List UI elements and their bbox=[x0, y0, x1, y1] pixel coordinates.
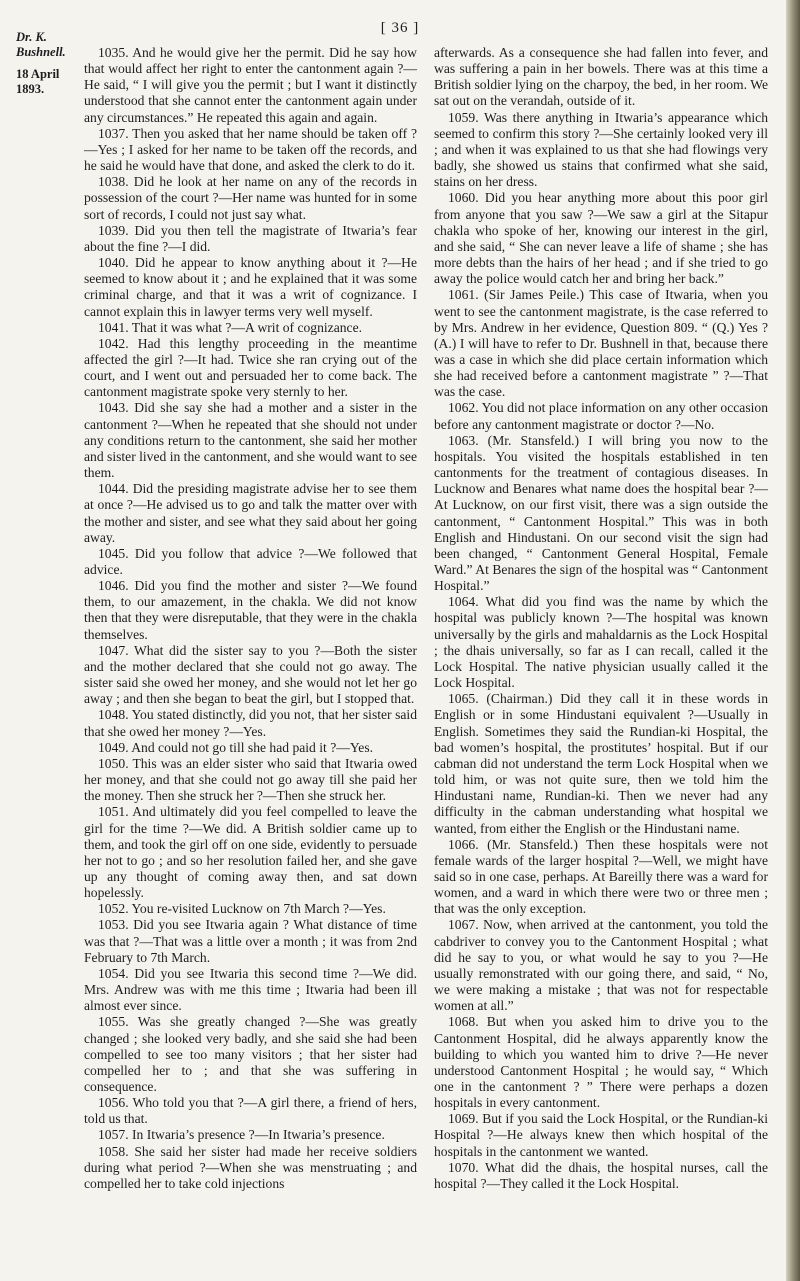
paragraph: 1038. Did he look at her name on any of the records in possession of the court ?—Her name was hunted for in some sort of records, I could not just say what. bbox=[84, 174, 417, 222]
paragraph: 1035. And he would give her the permit. Did he say how that would affect her right to enter the cantonment again ?—He said, “ I will give you the permit ; but I want it distinctly understood that she cannot enter the cantonment again under any circumstances.” He repeated this again and again. bbox=[84, 45, 417, 125]
paragraph: 1065. (Chairman.) Did they call it in these words in English or in some Hindustani equivalent ?—Usually in English. Sometimes they said the Rundian-ki Hospital, the bad women’s hospital, the prostitutes’ hospital. But if our cabman did not understand the term Lock Hospital when we told him, or was not quite sure, then we told him the Hindustani name, Rundian-ki. Then we never had any difficulty in the cabman understanding what hospital we wanted, from either the English or the Hindustani name. bbox=[434, 691, 768, 836]
paragraph: 1056. Who told you that ?—A girl there, a friend of hers, told us that. bbox=[84, 1095, 417, 1127]
paragraph: 1066. (Mr. Stansfeld.) Then these hospitals were not female wards of the larger hospital ?—Well, we might have said so in one case, perhaps. At Bareilly there was a ward for women, and a ward in which there were two or three men ; that was the only exception. bbox=[434, 836, 768, 917]
paragraph: 1047. What did the sister say to you ?—Both the sister and the mother declared that she could not go away. The sister said she owed her money, and she would not let her go away ; and then she began to beat the girl, but I stopped that. bbox=[84, 642, 417, 707]
paragraph: 1068. But when you asked him to drive you to the Cantonment Hospital, did he always apparently know the building to which you wanted him to drive ?—He never understood Cantonment Hospital ; he would say, “ Which one in the cantonment ? ” There were perhaps a dozen hospitals in every cantonment. bbox=[434, 1014, 768, 1111]
paragraph: 1070. What did the dhais, the hospital nurses, call the hospital ?—They called it the Lock Hospital. bbox=[434, 1159, 768, 1191]
paragraph: 1059. Was there anything in Itwaria’s appearance which seemed to confirm this story ?—She certainly looked very ill ; and when it was explained to us that she had flowings very badly, she showed us stains that confirmed what she said, stains on her dress. bbox=[434, 109, 768, 190]
left-column bbox=[84, 45, 417, 1192]
right-column bbox=[434, 45, 768, 1192]
paragraph: 1060. Did you hear anything more about this poor girl from anyone that you saw ?—We saw a girl at the Sitapur chakla who spoke of her, knowing our interest in the girl, and she said, “ She can never leave a life of shame ; she has more debts than the hairs of her head ; and if she tried to go away the police would catch her and bring her back.” bbox=[434, 190, 768, 287]
paragraph: 1062. You did not place information on any other occasion before any cantonment magistrate or doctor ?—No. bbox=[434, 400, 768, 432]
paragraph: 1040. Did he appear to know anything about it ?—He seemed to know about it ; and he explained that it was some criminal charge, and that it was a writ of cognizance. I cannot explain this in lawyer terms very well myself. bbox=[84, 255, 417, 319]
paragraph: 1052. You re-visited Lucknow on 7th March ?—Yes. bbox=[98, 901, 386, 917]
paragraph: 1051. And ultimately did you feel compelled to leave the girl for the time ?—We did. A British soldier came up to them, and took the girl off on one side, evidently to persuade her not to go ; and so her resolution failed her, and she gave up any thought of coming away then, and sat down hopelessly. bbox=[84, 804, 417, 901]
margin-note bbox=[16, 30, 78, 97]
paragraph: 1053. Did you see Itwaria again ? What distance of time was that ?—That was a little over a month ; it was from 2nd February to 7th March. bbox=[84, 917, 417, 965]
paragraph: 1054. Did you see Itwaria this second time ?—We did. Mrs. Andrew was with me this time ; Itwaria had been ill almost ever since. bbox=[84, 965, 417, 1014]
paragraph: afterwards. As a consequence she had fallen into fever, and was suffering a pain in her bowels. There was at this time a British soldier lying on the charpoy, the bed, in her room. We sat out on the verandah, outside of it. bbox=[434, 45, 768, 109]
paragraph: 1048. You stated distinctly, did you not, that her sister said that she owed her money ?—Yes. bbox=[84, 707, 417, 739]
page-number: [ 36 ] bbox=[380, 20, 420, 36]
paragraph: 1039. Did you then tell the magistrate of Itwaria’s fear about the fine ?—I did. bbox=[84, 222, 417, 254]
paragraph: 1055. Was she greatly changed ?—She was greatly changed ; she looked very badly, and she said she had been compelled to see too many visitors ; that her sister had compelled her to ; and that she was suffering in consequence. bbox=[84, 1014, 417, 1094]
paragraph: 1041. That it was what ?—A writ of cognizance. bbox=[98, 319, 363, 335]
paragraph: 1050. This was an elder sister who said that Itwaria owed her money, and that she could not go away till she paid her the money. Then she struck her ?—Then she struck her. bbox=[84, 755, 417, 804]
paragraph: 1064. What did you find was the name by which the hospital was publicly known ?—The hospital was known universally by the girls and mahaldarnis as the Lock Hospital ; the dhais universally, so far as I can recall, called it the Lock Hospital. The native physician usually called it the Lock Hospital. bbox=[434, 594, 768, 691]
hearing-date: 18 April 1893. bbox=[16, 67, 60, 96]
witness-name: Dr. K. Bushnell. bbox=[16, 30, 66, 59]
book-binding-edge bbox=[786, 0, 800, 1281]
paragraph: 1043. Did she say she had a mother and a sister in the cantonment ?—When he repeated that she should not under any conditions return to the cantonment, she said her mother and sister lived in the cantonment, and she would want to see them. bbox=[84, 400, 417, 481]
paragraph: 1042. Had this lengthy proceeding in the meantime affected the girl ?—It had. Twice she ran crying out of the court, and I went out and persuaded her to come back. The cantonment magistrate spoke very sternly to her. bbox=[84, 335, 417, 400]
paragraph: 1063. (Mr. Stansfeld.) I will bring you now to the hospitals. You visited the hospitals established in ten cantonments for the treatment of contagious diseases. In Lucknow and Benares what name does the hospital bear ?—At Lucknow, on our first visit, there was a sign outside the cantonment, “ Cantonment Hospital.” This was in both English and Hindustani. On our second visit the sign had been changed, “ Cantonment General Hospital, Female Ward.” At Benares the sign of the hospital was “ Cantonment Hospital.” bbox=[434, 432, 768, 594]
paragraph: 1044. Did the presiding magistrate advise her to see them at once ?—He advised us to go and talk the matter over with the mother and sister, and see what they said about her going away. bbox=[84, 481, 417, 545]
paragraph: 1049. And could not go till she had paid it ?—Yes. bbox=[98, 739, 374, 755]
paragraph: 1069. But if you said the Lock Hospital, or the Rundian-ki Hospital ?—He always knew then which hospital of the hospitals in the cantonment we wanted. bbox=[434, 1111, 768, 1159]
paragraph: 1045. Did you follow that advice ?—We followed that advice. bbox=[84, 545, 417, 577]
paragraph: 1067. Now, when arrived at the cantonment, you told the cabdriver to convey you to the Cantonment Hospital ; what did he say to you, or what would he say to you ?—He usually remonstrated with our going there, and said, “ No, we were making a mistake ; that was not for respectable women at all.” bbox=[434, 917, 768, 1014]
paragraph: 1061. (Sir James Peile.) This case of Itwaria, when you went to see the cantonment magistrate, is the case referred to by Mrs. Andrew in her evidence, Question 809. “ (Q.) Yes ? (A.) I will have to refer to Dr. Bushnell in that, because there was a case in which she did place certain information which she had received before a cantonment magistrate ” ?—That was the case. bbox=[434, 287, 768, 400]
paragraph: 1057. In Itwaria’s presence ?—In Itwaria’s presence. bbox=[98, 1127, 385, 1143]
paragraph: 1058. She said her sister had made her receive soldiers during what period ?—When she was menstruating ; and compelled her to take cold injections bbox=[84, 1143, 417, 1191]
paragraph: 1037. Then you asked that her name should be taken off ?—Yes ; I asked for her name to be taken off the records, and he said he would have that done, and asked the clerk to do it. bbox=[84, 125, 417, 174]
paragraph: 1046. Did you find the mother and sister ?—We found them, to our amazement, in the chakla. We did not know then that they were disreputable, that they were in the chakla themselves. bbox=[84, 578, 417, 642]
